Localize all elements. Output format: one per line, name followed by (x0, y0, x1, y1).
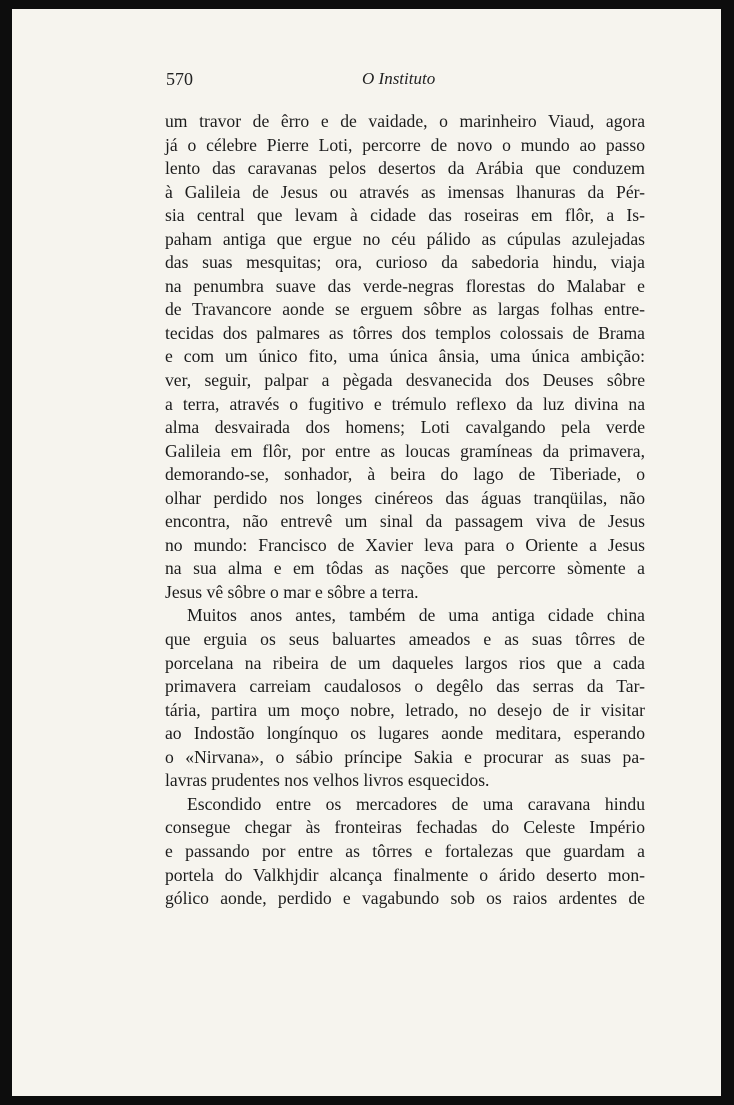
text-line: consegue chegar às fronteiras fechadas do Celeste Império (165, 817, 645, 838)
text-line: um travor de êrro e de vaidade, o marinheiro Viaud, agora (165, 111, 645, 131)
paragraph (165, 110, 645, 604)
text-line: portela do Valkhjdir alcança finalmente o árido deserto mon- (165, 864, 645, 885)
text-line: à Galileia de Jesus ou através as imensas lhanuras da Pér- (165, 181, 645, 202)
paragraph (165, 793, 645, 911)
text-line: e passando por entre as tôrres e fortalezas que guardam a (165, 840, 645, 861)
text-line: alma desvairada dos homens; Loti cavalgando pela verde (165, 417, 645, 438)
text-line: lavras prudentes nos velhos livros esquecidos. (165, 770, 490, 791)
text-line: no mundo: Francisco de Xavier leva para o Oriente a Jesus (165, 534, 645, 555)
text-line: e com um único fito, uma única ânsia, uma única ambição: (165, 346, 645, 367)
text-line: tecidas dos palmares as tôrres dos templos colossais de Brama (165, 322, 645, 343)
journal-title: O Instituto (362, 69, 436, 88)
book-page (12, 9, 721, 1096)
text-line: tária, partira um moço nobre, letrado, no desejo de ir visitar (165, 699, 645, 720)
page-number: 570 (166, 69, 193, 89)
text-line: na penumbra suave das verde-negras florestas do Malabar e (165, 275, 645, 296)
text-line: lento das caravanas pelos desertos da Arábia que conduzem (165, 158, 645, 179)
text-line: o «Nirvana», o sábio príncipe Sakia e procurar as suas pa- (165, 746, 645, 767)
text-line: já o célebre Pierre Loti, percorre de novo o mundo ao passo (165, 134, 645, 155)
text-line: encontra, não entrevê um sinal da passagem viva de Jesus (165, 511, 645, 532)
text-line: ao Indostão longínquo os lugares aonde meditara, esperando (165, 723, 645, 744)
text-line: ver, seguir, palpar a pègada desvanecida dos Deuses sôbre (165, 370, 645, 391)
text-line: Jesus vê sôbre o mar e sôbre a terra. (165, 581, 419, 602)
text-line: olhar perdido nos longes cinéreos das águas tranqüilas, não (165, 487, 645, 508)
text-line: de Travancore aonde se erguem sôbre as largas folhas entre- (165, 299, 645, 320)
text-line: Escondido entre os mercadores de uma caravana hindu (187, 793, 645, 814)
body-text (165, 110, 645, 911)
text-line: demorando-se, sonhador, à beira do lago de Tiberiade, o (165, 464, 645, 485)
text-line: que erguia os seus baluartes ameados e as suas tôrres de (165, 629, 645, 650)
text-line: a terra, através o fugitivo e trémulo reflexo da luz divina na (165, 393, 645, 414)
text-line: porcelana na ribeira de um daqueles largos rios que a cada (165, 652, 645, 673)
text-line: das suas mesquitas; ora, curioso da sabedoria hindu, viaja (165, 252, 645, 273)
text-line: sia central que levam à cidade das roseiras em flôr, a Is- (165, 205, 645, 226)
text-line: gólico aonde, perdido e vagabundo sob os raios ardentes de (165, 888, 645, 909)
text-line: paham antiga que ergue no céu pálido as cúpulas azulejadas (165, 228, 645, 249)
text-line: na sua alma e em tôdas as nações que percorre sòmente a (165, 558, 645, 579)
running-head (12, 69, 721, 99)
paragraph (165, 604, 645, 792)
text-line: Muitos anos antes, também de uma antiga cidade china (187, 605, 645, 626)
text-line: Galileia em flôr, por entre as loucas gramíneas da primavera, (165, 440, 645, 461)
text-line: primavera carreiam caudalosos o degêlo das serras da Tar- (165, 676, 645, 697)
